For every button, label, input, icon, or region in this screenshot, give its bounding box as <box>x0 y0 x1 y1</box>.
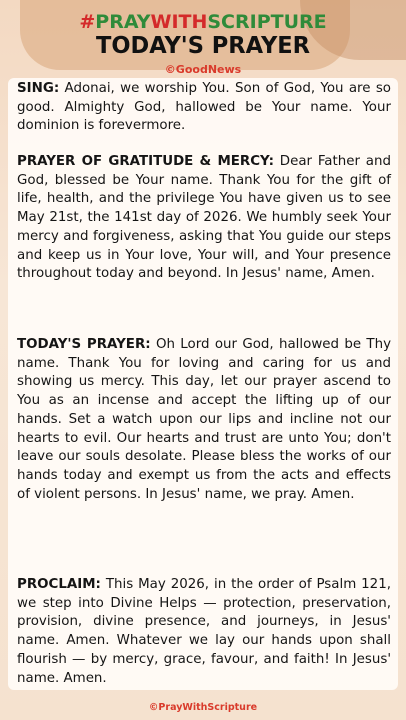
hashtag-pray: PRAY <box>95 11 151 33</box>
section-label: PROCLAIM: <box>17 577 101 592</box>
section-label: SING: <box>17 81 60 96</box>
section-text: Dear Father and God, blessed be Your name. Thank You for the gift of life, health, and the privilege You have given us to see May 21st, the 141st day of 2026. We humbly seek Your mercy and forgiveness, asking that You guide our steps and keep us in Your love, Your will, and Your presence throughout today and beyond. In Jesus' name, Amen. <box>17 154 391 282</box>
section-text: Adonai, we worship You. Son of God, You are so good. Almighty God, hallowed be Your name. Your dominion is forevermore. <box>17 81 391 134</box>
hashtag-symbol: # <box>79 11 96 33</box>
section-todays-prayer <box>17 336 391 504</box>
footer-credit: ©PrayWithScripture <box>148 702 258 713</box>
section-proclaim <box>17 576 391 688</box>
hashtag-with: WITH <box>150 11 208 33</box>
hashtag-title <box>0 11 406 33</box>
section-sing <box>17 80 391 136</box>
section-text: This May 2026, in the order of Psalm 121, we step into Divine Helps — protection, preservation, provision, divine presence, and journeys, in Jesus' name. Amen. Whatever we lay our hands upon shall flourish — by mercy, grace, favour, and faith! In Jesus' name. Amen. <box>17 577 391 686</box>
section-label: TODAY'S PRAYER: <box>17 337 151 352</box>
section-gratitude-mercy <box>17 153 391 284</box>
section-label: PRAYER OF GRATITUDE & MERCY: <box>17 154 274 169</box>
header <box>0 11 406 76</box>
page-title: TODAY'S PRAYER <box>95 33 311 59</box>
section-text: Oh Lord our God, hallowed be Thy name. Thank You for loving and caring for us and showing us mercy. This day, let our prayer ascend to You as an incense and accept the lifting up of our hands. Set a watch upon our lips and incline not our hearts to evil. Our hearts and trust are unto You; don't leave our souls desolate. Please bless the works of our hands today and exempt us from the acts and effects of violent persons. In Jesus' name, we pray. Amen. <box>17 337 391 502</box>
hashtag-scripture: SCRIPTURE <box>207 11 327 33</box>
credit-goodnews: ©GoodNews <box>164 63 242 76</box>
